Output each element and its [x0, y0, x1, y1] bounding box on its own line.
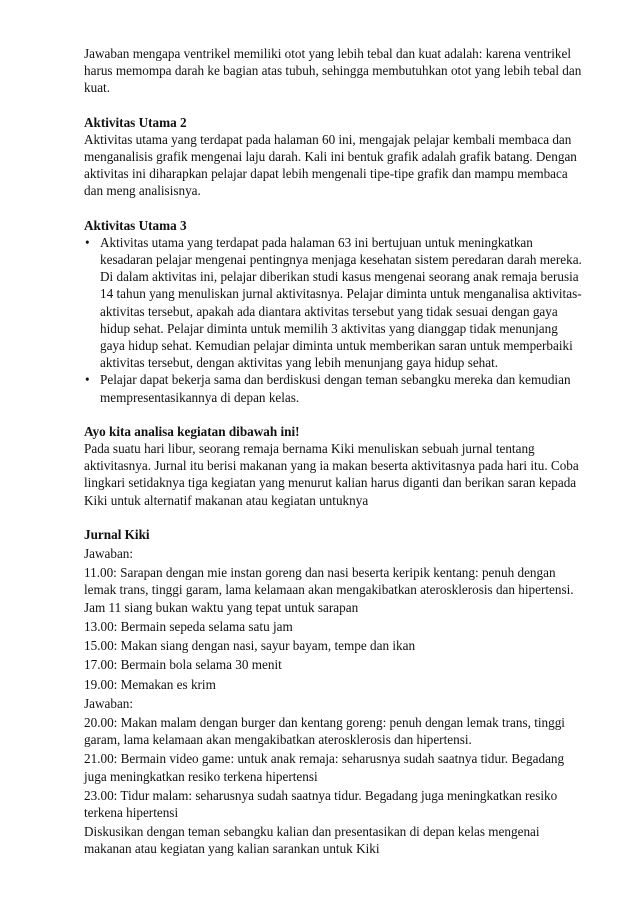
bullet-item: • Aktivitas utama yang terdapat pada halaman 63 ini bertujuan untuk meningkatkan kesadaran pelajar mengenai pentingnya menjaga kesehatan sistem peredaran darah mereka. Di dalam aktivitas ini, pelajar diberikan studi kasus mengenai seorang anak remaja berusia 14 tahun yang menuliskan jurnal aktivitasnya. Pelajar diminta untuk menganalisa aktivitas-aktivitas tersebut, apakah ada diantara aktivitas tersebut yang tidak sesuai dengan gaya hidup sehat. Pelajar diminta untuk memilih 3 aktivitas yang dianggap tidak menunjang gaya hidup sehat. Kemudian pelajar diminta untuk memberikan saran untuk memperbaiki aktivitas tersebut, dengan aktivitas yang lebih menunjang gaya hidup sehat.: [84, 234, 584, 372]
jurnal-line: 19.00: Memakan es krim: [84, 676, 216, 692]
section-heading-jurnal-kiki: Jurnal Kiki: [84, 526, 150, 542]
analisa-paragraph: Pada suatu hari libur, seorang remaja bernama Kiki menuliskan sebuah jurnal tentang aktivitasnya. Jurnal itu berisi makanan yang ia makan beserta aktivitasnya pada hari itu. Coba lingkari setidaknya tiga kegiatan yang menurut kalian harus diganti dan berikan saran kepada Kiki untuk alternatif makanan atau kegiatan untuknya: [84, 441, 579, 508]
section-heading-aktivitas-2: Aktivitas Utama 2: [84, 114, 187, 130]
section-heading-aktivitas-3: Aktivitas Utama 3: [84, 217, 187, 233]
jurnal-line: 13.00: Bermain sepeda selama satu jam: [84, 618, 293, 634]
jurnal-entries: [84, 545, 584, 857]
jurnal-line: 15.00: Makan siang dengan nasi, sayur bayam, tempe dan ikan: [84, 638, 416, 654]
jurnal-line: Jawaban:: [84, 695, 134, 711]
jurnal-line: 23.00: Tidur malam: seharusnya sudah saatnya tidur. Begadang juga meningkatkan resiko terkena hipertensi: [84, 787, 558, 820]
intro-paragraph: Jawaban mengapa ventrikel memiliki otot yang lebih tebal dan kuat adalah: karena ventrikel harus memompa darah ke bagian atas tubuh, sehingga membutuhkan otot yang lebih tebal dan kuat.: [84, 46, 582, 96]
section-heading-analisa: Ayo kita analisa kegiatan dibawah ini!: [84, 423, 300, 439]
aktivitas-2-paragraph: Aktivitas utama yang terdapat pada halaman 60 ini, mengajak pelajar kembali membaca dan menganalisis grafik mengenai laju darah. Kali ini bentuk grafik adalah grafik batang. Dengan aktivitas ini diharapkan pelajar dapat lebih mengenali tipe-tipe grafik dan mampu membaca dan meng analisisnya.: [84, 131, 577, 199]
aktivitas-3-bullet-list: [84, 234, 584, 406]
bullet-item: • Pelajar dapat bekerja sama dan berdiskusi dengan teman sebangku mereka dan kemudian mempresentasikannya di depan kelas.: [84, 371, 584, 405]
jurnal-line: 20.00: Makan malam dengan burger dan kentang goreng: penuh dengan lemak trans, tinggi garam, lama kelamaan akan mengakibatkan aterosklerosis dan hipertensi.: [84, 714, 565, 748]
page-content: [84, 45, 584, 858]
jurnal-line: Diskusikan dengan teman sebangku kalian dan presentasikan di depan kelas mengenai makanan atau kegiatan yang kalian sarankan untuk Kiki: [84, 824, 540, 857]
jurnal-line: Jawaban:: [84, 546, 134, 562]
jurnal-line: 17.00: Bermain bola selama 30 menit: [84, 657, 282, 673]
jurnal-line: 11.00: Sarapan dengan mie instan goreng dan nasi beserta keripik kentang: penuh dengan lemak trans, tinggi garam, lama kelamaan akan mengakibatkan aterosklerosis dan hipertensi. Jam 11 siang bukan waktu yang tepat untuk sarapan: [84, 565, 574, 615]
jurnal-line: 21.00: Bermain video game: untuk anak remaja: seharusnya sudah saatnya tidur. Begadang juga meningkatkan resiko terkena hipertensi: [84, 751, 565, 784]
